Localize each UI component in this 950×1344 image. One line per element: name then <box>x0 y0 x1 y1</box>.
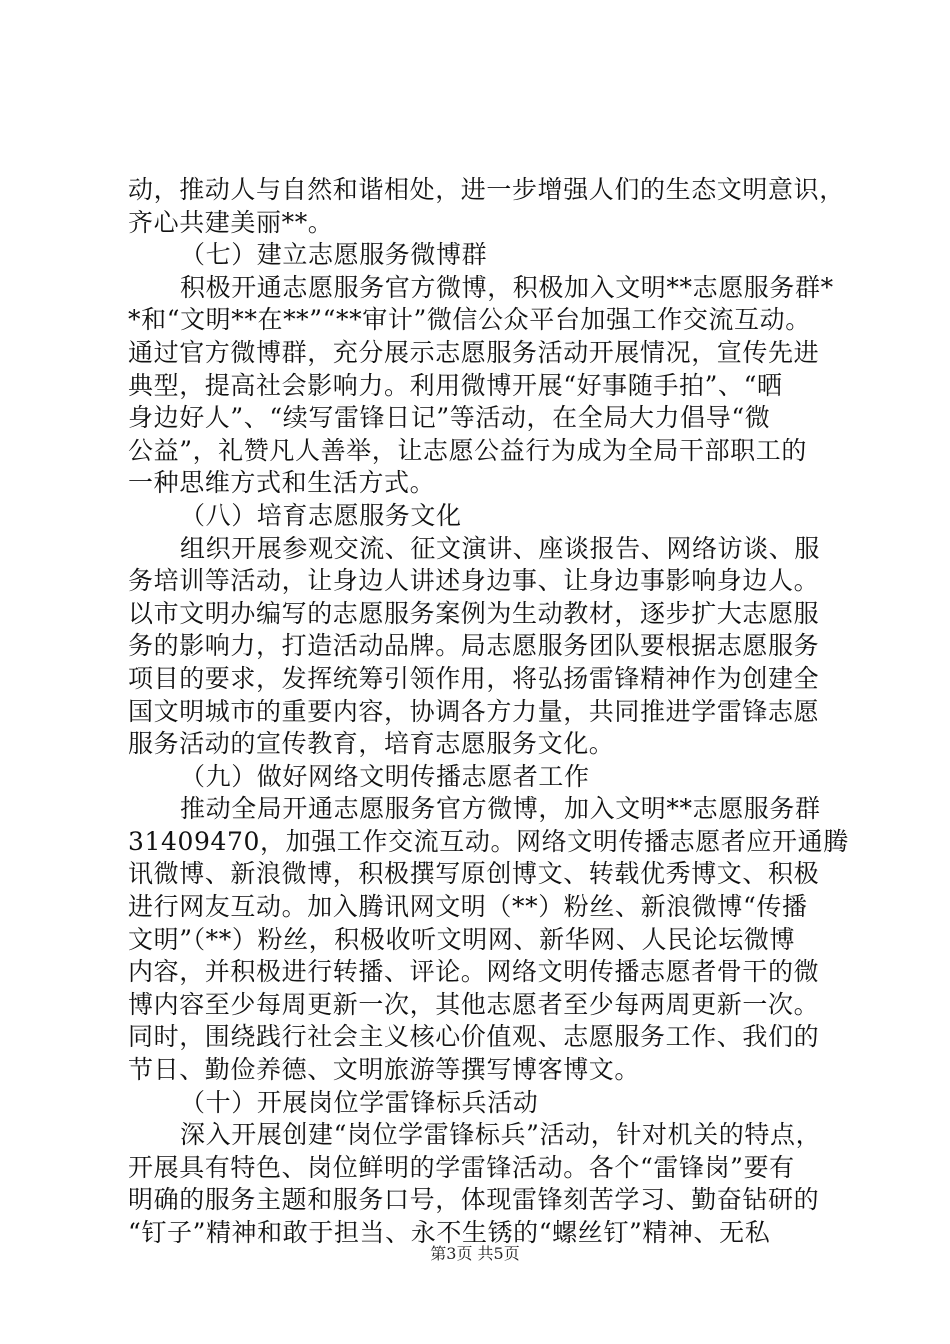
paragraph-line: 服务活动的宣传教育，培育志愿服务文化。 <box>128 729 615 759</box>
paragraph-line: 典型，提高社会影响力。利用微博开展“好事随手拍”、“晒 <box>128 370 783 400</box>
paragraph-line: 一种思维方式和生活方式。 <box>128 468 436 498</box>
paragraph-line: 文明”（**）粉丝，积极收听文明网、新华网、人民论坛微博 <box>128 924 796 954</box>
page-footer: 第3页 共5页 <box>430 1244 520 1263</box>
paragraph-line: 齐心共建美丽**。 <box>128 207 334 237</box>
paragraph-line: 博内容至少每周更新一次，其他志愿者至少每两周更新一次。 <box>128 989 820 1019</box>
paragraph-line: 讯微博、新浪微博，积极撰写原创博文、转载优秀博文、积极 <box>128 859 820 889</box>
paragraph-line: 31409470，加强工作交流互动。网络文明传播志愿者应开通腾 <box>128 826 849 856</box>
paragraph-line: 积极开通志愿服务官方微博，积极加入文明**志愿服务群* <box>180 272 834 302</box>
paragraph-line: 项目的要求，发挥统筹引领作用，将弘扬雷锋精神作为创建全 <box>128 663 820 693</box>
paragraph-line: 深入开展创建“岗位学雷锋标兵”活动，针对机关的特点， <box>180 1120 822 1150</box>
section-heading: （九）做好网络文明传播志愿者工作 <box>180 761 590 791</box>
paragraph-line: 公益”，礼赞凡人善举，让志愿公益行为成为全局干部职工的 <box>128 435 807 465</box>
document-body <box>128 174 849 1250</box>
paragraph-line: 开展具有特色、岗位鲜明的学雷锋活动。各个“雷锋岗”要有 <box>128 1152 795 1182</box>
section-heading: （七）建立志愿服务微博群 <box>180 240 488 270</box>
section-heading: （八）培育志愿服务文化 <box>180 500 462 530</box>
paragraph-line: 国文明城市的重要内容，协调各方力量，共同推进学雷锋志愿 <box>128 696 820 726</box>
paragraph-line: 务的影响力，打造活动品牌。局志愿服务团队要根据志愿服务 <box>128 631 820 661</box>
paragraph-line: 动，推动人与自然和谐相处，进一步增强人们的生态文明意识， <box>128 175 845 204</box>
paragraph-line: 以市文明办编写的志愿服务案例为生动教材，逐步扩大志愿服 <box>128 598 820 628</box>
paragraph-line: 同时，围绕践行社会主义核心价值观、志愿服务工作、我们的 <box>128 1022 820 1052</box>
paragraph-line: “钉子”精神和敢于担当、永不生锈的“螺丝钉”精神、无私 <box>128 1218 771 1247</box>
paragraph-line: 身边好人”、“续写雷锋日记”等活动，在全局大力倡导“微 <box>128 403 771 433</box>
paragraph-line: 进行网友互动。加入腾讯网文明（**）粉丝、新浪微博“传播 <box>128 892 808 922</box>
paragraph-line: 务培训等活动，让身边人讲述身边事、让身边事影响身边人。 <box>128 566 820 596</box>
paragraph-line: 组织开展参观交流、征文演讲、座谈报告、网络访谈、服 <box>180 533 821 563</box>
paragraph-line: 通过官方微博群，充分展示志愿服务活动开展情况，宣传先进 <box>128 337 820 367</box>
paragraph-line: 推动全局开通志愿服务官方微博，加入文明**志愿服务群 <box>180 794 821 824</box>
paragraph-line: 节日、勤俭养德、文明旅游等撰写博客博文。 <box>128 1055 641 1085</box>
paragraph-line: 内容，并积极进行转播、评论。网络文明传播志愿者骨干的微 <box>128 957 820 987</box>
paragraph-line: 明确的服务主题和服务口号，体现雷锋刻苦学习、勤奋钻研的 <box>128 1185 820 1215</box>
paragraph-line: *和“文明**在**”“**审计”微信公众平台加强工作交流互动。 <box>128 305 811 335</box>
section-heading: （十）开展岗位学雷锋标兵活动 <box>180 1087 539 1117</box>
